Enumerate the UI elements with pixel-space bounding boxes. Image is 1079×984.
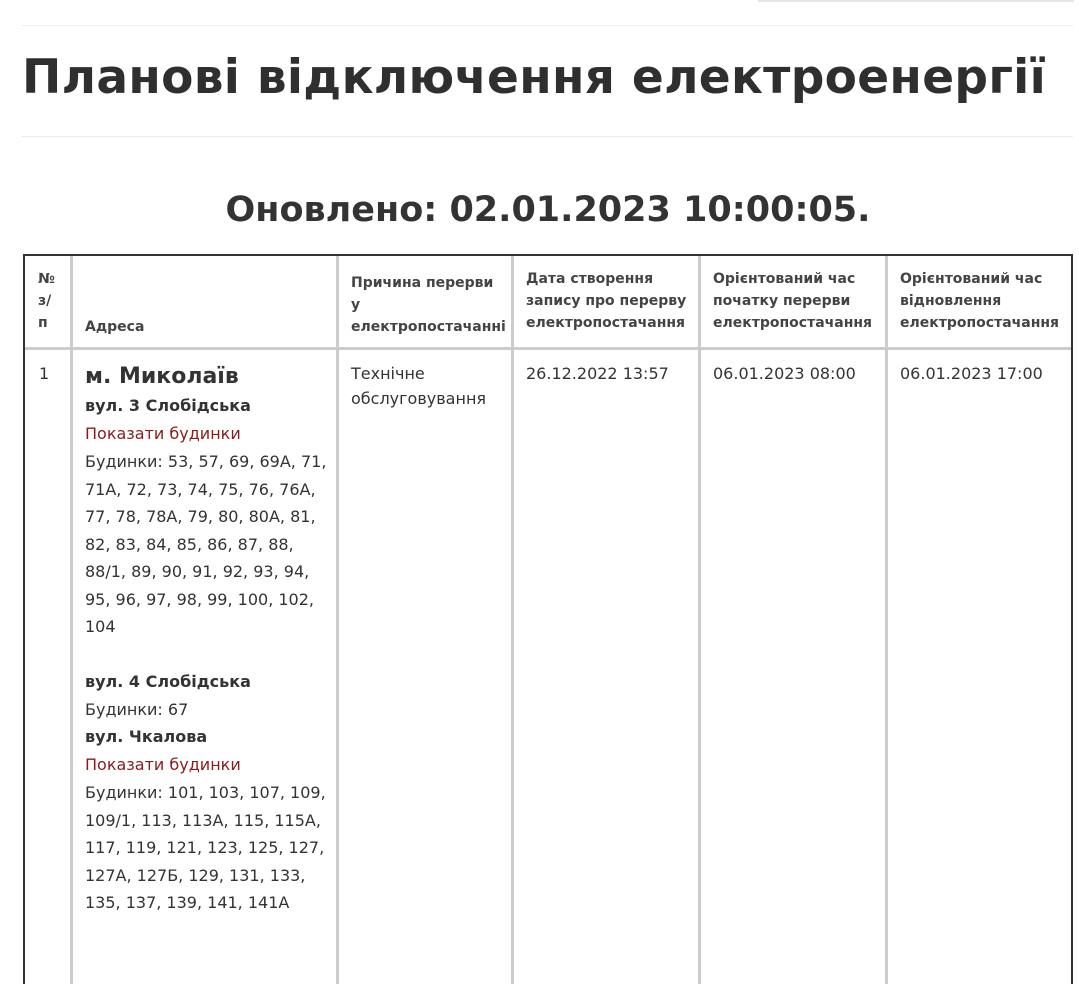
street-name: вул. 4 Слобідська [85,671,251,691]
title-divider [22,136,1073,137]
created-cell: 26.12.2022 13:57 [526,364,669,383]
page-title: Планові відключення електроенергії [22,50,1047,105]
header-address [73,256,336,347]
header-reason [339,256,511,347]
header-number-line: п [38,315,48,331]
header-created [514,256,698,347]
row-number: 1 [39,364,50,383]
street-name: вул. 3 Слобідська [85,396,251,415]
header-number-line: з/ [38,293,52,309]
show-houses-link[interactable]: Показати будинки [85,424,241,443]
header-number-line: № [38,271,55,287]
header-restore [888,256,1073,347]
header-start [701,256,885,347]
restore-cell: 06.01.2023 17:00 [900,364,1043,383]
start-cell: 06.01.2023 08:00 [713,364,856,383]
header-start-label: Орієнтований час початку перерви електропостачання [713,271,873,331]
header-restore-label: Орієнтований час відновлення електропостачання [900,271,1060,331]
houses-list: Будинки: 53, 57, 69, 69А, 71, 71А, 72, 73, 74, 75, 76, 76А, 77, 78, 78А, 79, 80, 80А, 81, 82, 83, 84, 85, 86, 87, 88, 88/1, 89, 90, 91, 92, 93, 94, 95, 96, 97, 98, 99, 100, 102, 104 [85,452,327,636]
show-houses-link[interactable]: Показати будинки [85,755,241,774]
header-number [25,256,70,347]
street-name: вул. Чкалова [85,727,208,746]
address-city: м. Миколаїв [85,364,239,389]
street-spacer [85,641,328,668]
header-created-label: Дата створення запису про перерву електропостачання [526,271,687,331]
address-cell [73,350,336,917]
houses-list: Будинки: 67 [85,699,189,719]
reason-cell: Технічне обслуговування [351,364,487,408]
top-divider [22,25,1073,26]
outage-table [23,254,1073,984]
top-edge-bar [758,0,1074,2]
updated-timestamp: Оновлено: 02.01.2023 10:00:05. [225,190,871,230]
houses-list: Будинки: 101, 103, 107, 109, 109/1, 113, 113А, 115, 115А, 117, 119, 121, 123, 125, 127, 127А, 127Б, 129, 131, 133, 135, 137, 139, 141, 141А [85,783,326,912]
header-address-label: Адреса [85,319,145,335]
header-reason-label: Причина перерви у електропостачанні [351,275,506,335]
